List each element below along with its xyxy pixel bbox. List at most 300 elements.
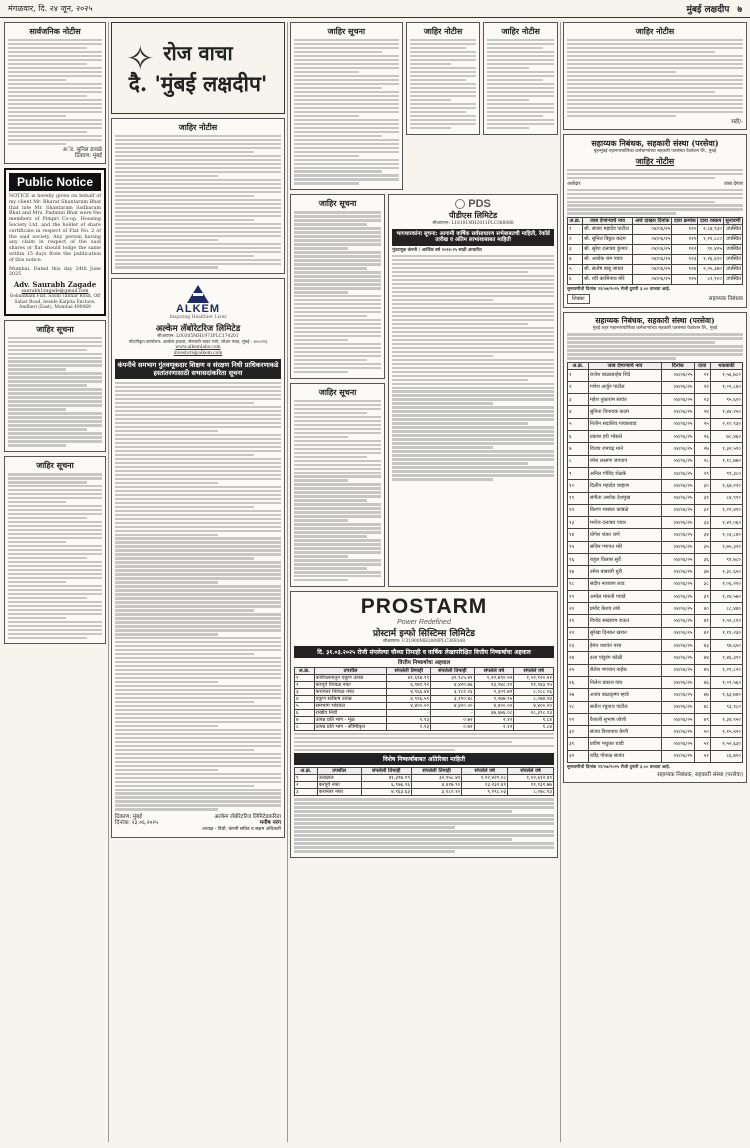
table-cell: ४,९२६.५९ [387, 696, 431, 703]
table-cell: विजय रामचंद्र माने [588, 443, 661, 455]
table-row [568, 455, 743, 467]
table-cell: ०४/०६/२५ [662, 566, 694, 578]
table-cell: ०४/०६/२५ [662, 652, 694, 664]
table-cell: १ [568, 224, 583, 234]
alkem-website[interactable]: www.alkemlabs.com [175, 345, 221, 351]
table-cell: ०४/०६/२५ [662, 664, 694, 676]
table-cell: ०४/०६/२५ [662, 504, 694, 516]
table-cell: १,३४,९५० [710, 713, 742, 725]
registrar-sub: बृहन्मुंबई महानगरपालिका कर्मचाऱ्यांच्या सहकारी पतसंस्था फेडरेशन लि., मुंबई [593, 148, 717, 154]
table-header-cell: सुनावणी [725, 217, 741, 224]
table-row [295, 682, 554, 689]
table-cell: १,२२,७९०.५२ [474, 675, 514, 682]
table-cell: ०४/०६/२५ [662, 394, 694, 406]
roj-line-2: दै. 'मुंबई लक्षदीप' [128, 70, 268, 96]
table-cell: राजेश बाळासाहेब शिंदे [588, 369, 661, 381]
table-cell: ०४/०६/२५ [662, 603, 694, 615]
table-cell: ४५ [694, 664, 710, 676]
table-cell: नितीन सदाशिव गायकवाड [588, 418, 661, 430]
table-cell: १३ [568, 517, 589, 529]
table-cell: करानंतर नफा [317, 789, 361, 796]
column-2 [111, 22, 285, 1142]
table-cell: २५ [568, 664, 589, 676]
table-cell: ०४/०६/२५ [662, 713, 694, 725]
table-cell: ०४/०६/२५ [662, 615, 694, 627]
table-cell: ३,१९०.४८ [431, 696, 475, 703]
table-header-cell: जाब देणाऱ्याचे नाव [582, 217, 632, 224]
alkem-wordmark: ALKEM [175, 303, 221, 316]
table-row [568, 726, 743, 738]
table-cell: ६,९७९.९२ [387, 682, 431, 689]
table-cell: १.१३ [387, 724, 431, 731]
table-cell: ४१,६९७.९९ [387, 675, 431, 682]
table-cell: ४,४००.०० [474, 703, 514, 710]
table-cell: ०४/०६/२५ [662, 689, 694, 701]
header-date: मंगळवार, दि. २४ जून, २०२५ [8, 4, 93, 13]
table-cell: २४ [694, 406, 710, 418]
jahir-notice-col2 [111, 118, 285, 274]
hearing-date: सुनावणीची दिनांक २१/०७/२०२५ रोजी दुपारी ३.०० वाजता आहे. [567, 286, 671, 292]
table-cell: ४४ [694, 652, 710, 664]
table-row [568, 504, 743, 516]
table-cell: उपस्थित [723, 234, 742, 244]
table-cell: ०.७२ [431, 724, 475, 731]
table-row [568, 418, 743, 430]
table-header-cell: अर्ज दाखल दिनांक [633, 217, 672, 224]
table-cell: ०.७२ [431, 717, 475, 724]
table-cell: ३४ [694, 529, 710, 541]
table-row [568, 541, 743, 553]
table-cell: ४,४२०.७६ [431, 682, 475, 689]
jahir-suchana-2 [4, 456, 106, 644]
table-cell: २० [568, 603, 589, 615]
table-cell: दिलीप महादेव चव्हाण [588, 480, 661, 492]
table-cell: ३० [568, 726, 589, 738]
pds-section: गुंतवणूक कंपनी / आर्थिक वर्ष २०२४-२५ साठी आधारित [392, 248, 482, 254]
alkem-address: नोंदणीकृत कार्यालय: अल्केम हाऊस, सेनापती बापट मार्ग, लोअर परळ, मुंबई - ४०००१३ [128, 339, 268, 345]
advocate-address: Gokuldham Flat, Saudi Tannar Road, Off Sahar Road, beside Kalpita Enclave, Andheri (East), Mumbai 400069 [9, 294, 101, 311]
table-cell: २४ [568, 652, 589, 664]
table-cell: २५ [694, 418, 710, 430]
table-cell: ९ [568, 467, 589, 479]
table-cell: प्रमोद केशव तांबे [588, 603, 661, 615]
table-cell: १,१२,८८० [698, 234, 724, 244]
table-cell: - [431, 710, 475, 717]
table-row [295, 789, 554, 796]
table-row [568, 406, 743, 418]
table-cell: १,५२,६३० [710, 738, 742, 750]
table-cell: ९९,३८० [710, 467, 742, 479]
table-cell: ९५,६०० [710, 394, 742, 406]
table-cell: ३३ [694, 517, 710, 529]
table-row [568, 701, 743, 713]
table-cell: उत्पन्न प्रति भाग - सौम्यिकृत [314, 724, 387, 731]
table-cell: १,४४,२५० [710, 406, 742, 418]
table-row [568, 738, 743, 750]
table-cell: ४६ [694, 676, 710, 688]
alkem-signatory-company: अल्केम लॅबोरेटरिज लिमिटेडकरिता [214, 813, 281, 820]
table-cell: २३ [568, 640, 589, 652]
table-cell: ९०,४२५ [698, 244, 724, 254]
table-row [295, 775, 554, 782]
table-header-cell: दावा क्रमांक [672, 217, 698, 224]
table-cell: करपूर्व नफा [317, 782, 361, 789]
table-cell: १.१३ [387, 717, 431, 724]
table-cell: ३७,६७६.०८ [474, 710, 514, 717]
table-cell: १२२ [672, 244, 698, 254]
table-header-cell: अ.क्र. [295, 768, 318, 775]
table-cell: १ [568, 369, 589, 381]
table-row [295, 782, 554, 789]
table-cell: ३,१८०.१० [411, 789, 461, 796]
table-header-cell: थकबाकी [710, 362, 742, 369]
table-cell: १.८४ [514, 724, 554, 731]
alkem-headline: कंपनीचे समभाग गुंतवणूकदार शिक्षण व संरक्षण निधी प्राधिकरणाकडे हस्तांतरणासाठी सभासदांकरिता सूचना [115, 359, 281, 379]
prostarm-notice [290, 591, 558, 858]
table-cell: ०४/०६/२५ [662, 640, 694, 652]
table-cell: ३२ [568, 750, 589, 762]
table-row [568, 492, 743, 504]
table-cell: ५ [295, 703, 315, 710]
table-row [295, 717, 554, 724]
table-header-cell: संपलेले वर्ष [462, 768, 508, 775]
table-header-cell: अ.क्र. [295, 668, 315, 675]
table-row [568, 640, 743, 652]
table-cell: ४,९६३.६३ [361, 789, 411, 796]
notice-title: जाहिर सूचना [36, 460, 74, 471]
table-cell: विनोद सखाराम राऊत [588, 615, 661, 627]
table-cell: ८,०८८.०६ [514, 689, 554, 696]
table-row [295, 696, 554, 703]
table-row [295, 710, 554, 717]
table-cell: १,३८,६५० [710, 566, 742, 578]
table-cell: २३ [694, 394, 710, 406]
table-row [568, 578, 743, 590]
table-row [568, 652, 743, 664]
notice-signature: अॅड. सुनिल ढावळे ठिकाण: मुंबई [62, 146, 102, 160]
table-cell: ०४/०६/२५ [662, 590, 694, 602]
jahir-suchana-1 [4, 320, 106, 453]
table-cell: शैलेश भगवान नाईक [588, 664, 661, 676]
table-cell: श्री. संतोष बाबू जाधव [582, 264, 632, 274]
public-notice-title: Public Notice [9, 173, 101, 191]
table-header-cell: संपलेली तिमाही [361, 768, 411, 775]
table-row [568, 615, 743, 627]
table-cell: २२ [568, 627, 589, 639]
alkem-footer [115, 814, 281, 834]
table-cell: प्रकाश हरी भोसले [588, 431, 661, 443]
alkem-signatory-name: मनीष नरंग [259, 820, 281, 827]
table-cell: समभाग भांडवल [314, 703, 387, 710]
table-cell: २२ [694, 381, 710, 393]
table-cell: ०४/०६/२५ [662, 750, 694, 762]
table-cell: श्री. सुरेश दत्तात्रय कुंभार [582, 244, 632, 254]
table-cell: १,०२,६१२.४९ [508, 775, 554, 782]
table-cell: १,२२,४२१.०८ [462, 775, 508, 782]
table-row [568, 689, 743, 701]
table-cell: ८२,९०० [698, 274, 724, 284]
table-row [568, 529, 743, 541]
table-cell: ५१ [694, 738, 710, 750]
table-cell: १,६३,७४० [710, 689, 742, 701]
registrar-signature-2: सहाय्यक निबंधक, सहकारी संस्था (परसेवा) [657, 772, 743, 779]
table-cell: ६ [568, 274, 583, 284]
table-cell: ४ [295, 696, 315, 703]
jahir-suchana-col3-3 [290, 383, 385, 587]
table-cell: ०४/०६/२५ [662, 701, 694, 713]
table-cell: ७८,४६० [710, 431, 742, 443]
table-cell: १२ [568, 504, 589, 516]
prostarm-tagline: Power Redefined [397, 619, 451, 627]
table-cell: १७ [568, 566, 589, 578]
table-cell: २,८४,९३० [698, 224, 724, 234]
table-cell: ४,४००.०० [514, 703, 554, 710]
table-cell: सतीश रघुनाथ पाटील [588, 701, 661, 713]
table-cell: ०४/०६/२५ [633, 274, 672, 284]
advocate-name: Adv. Saurabh Zagade [13, 280, 97, 290]
alkem-tagline: Inspiring Healthier Lives [169, 315, 227, 321]
table-cell: ७ [295, 717, 315, 724]
table-cell: मनोज दत्तात्रय पवार [588, 517, 661, 529]
prostarm-company: प्रोस्टार्म इन्फो सिस्टिम्स लिमिटेड [372, 629, 475, 640]
table-row [568, 394, 743, 406]
table-row [295, 689, 554, 696]
table-cell: ८४,९९० [710, 492, 742, 504]
prostarm-wordmark: PROSTARM [360, 595, 488, 619]
public-notice-marathi [4, 22, 106, 164]
table-cell: ४ [568, 254, 583, 264]
jahir-notice-col4 [563, 22, 747, 130]
prostarm-results-title: दि. ३१.०३.२०२५ रोजी संपलेल्या चौथ्या तिमाही व वार्षिक लेखापरिक्षित वित्तीय निष्कर्षाचा अहवाल [294, 646, 554, 658]
table-header-cell: संपलेली तिमाही [411, 768, 461, 775]
table-header-cell: तपशील [314, 668, 387, 675]
table-cell: ४७ [694, 689, 710, 701]
table-cell: १,४६,३९० [710, 652, 742, 664]
table-cell: १ [295, 775, 318, 782]
table-cell: १२५ [672, 274, 698, 284]
hearing-date-2: सुनावणीची दिनांक २१/०७/२०२५ रोजी दुपारी ३.०० वाजता आहे. [567, 765, 671, 771]
table-cell: ०४/०६/२५ [662, 406, 694, 418]
table-cell: ०४/०६/२५ [633, 254, 672, 264]
table-cell: कार्यचलनातून एकूण उत्पन्न [314, 675, 387, 682]
table-cell: उत्पन्न प्रति भाग - मूळ [314, 717, 387, 724]
table-header-cell: संपलेले वर्ष [514, 668, 554, 675]
table-cell: २६ [694, 431, 710, 443]
column-4 [563, 22, 747, 1142]
table-cell: १,०३,८४० [710, 529, 742, 541]
table-row [568, 713, 743, 725]
table-cell: ६ [295, 710, 315, 717]
table-cell: योगेश शंकर राणे [588, 529, 661, 541]
table-cell: ९,२७७.९५ [474, 696, 514, 703]
alkem-place: ठिकाण: मुंबई [115, 813, 142, 820]
table-row [568, 676, 743, 688]
notice-title: सार्वजनिक नोटीस [29, 26, 81, 36]
table-cell: किरण भास्कर कांबळे [588, 504, 661, 516]
table-cell: १२४ [672, 264, 698, 274]
column-1 [4, 22, 106, 1142]
pds-headline: भागधारकांना सूचना: आगामी वार्षिक सर्वसाधारण सभेबाबतची माहिती, रेकॉर्ड तारीख व अंतिम लाभांशाबाबत माहिती [392, 229, 554, 246]
table-cell: २,०५,३७० [698, 264, 724, 274]
table-cell: १,२२,४१० [710, 504, 742, 516]
table-header-cell: संपलेली तिमाही [431, 668, 475, 675]
alkem-email[interactable]: investors@alkem.com [173, 350, 223, 356]
table-row [295, 675, 554, 682]
table-cell: ०४/०६/२५ [662, 480, 694, 492]
table-cell: २.१२ [474, 717, 514, 724]
table-cell: १,२६,६१० [698, 254, 724, 264]
table-cell: दत्ता पांडुरंग कोळी [588, 652, 661, 664]
table-cell: २ [295, 782, 318, 789]
table-cell: उपस्थित [723, 224, 742, 234]
notice-title: जाहिर सूचना [318, 198, 357, 209]
table-cell: करानंतर निव्वळ नफा [314, 689, 387, 696]
table-cell: १,६७,२२० [710, 480, 742, 492]
table-row [568, 369, 743, 381]
table-cell: १० [568, 480, 589, 492]
table-cell: ३ [568, 244, 583, 254]
pds-cin: सीआयएन: L18101MH2011PLC388088 [432, 221, 514, 227]
table-cell: सचिन गणपत मोरे [588, 541, 661, 553]
table-cell: उमेश बाबाजी धुरी [588, 566, 661, 578]
table-cell: २६ [568, 676, 589, 688]
table-cell: ०४/०६/२५ [662, 381, 694, 393]
table-cell: गणेश अर्जुन पाटील [588, 381, 661, 393]
table-cell: १,१८,७७० [710, 455, 742, 467]
table-cell: १२१ [672, 234, 698, 244]
table-row [568, 603, 743, 615]
table-cell: १,७५,३२० [710, 541, 742, 553]
roj-line-1: रोज वाचा [163, 40, 233, 65]
table-cell: ०४/०६/२५ [662, 578, 694, 590]
table-cell: १,२४,५७० [710, 590, 742, 602]
registrar-table-1 [567, 217, 743, 285]
table-cell: ३९ [694, 590, 710, 602]
table-row [295, 703, 554, 710]
table-cell: १ [295, 675, 315, 682]
table-cell: ४,९६६.४४ [387, 689, 431, 696]
prostarm-table-title: वित्तीय निष्कर्षाचा अहवाल [397, 660, 451, 667]
table-cell: ८८,४४० [710, 603, 742, 615]
table-cell: १९ [568, 590, 589, 602]
table-cell: १२३ [672, 254, 698, 264]
table-row [568, 566, 743, 578]
table-cell: २१ [694, 369, 710, 381]
table-cell: वैशाली सुभाष जोशी [588, 713, 661, 725]
table-cell: १,०९,८४० [710, 381, 742, 393]
table-cell: ८,०७८.९३ [508, 789, 554, 796]
table-cell: ०४/०६/२५ [662, 627, 694, 639]
registrar-table-2 [567, 362, 743, 764]
table-cell: १,४९,०६० [710, 517, 742, 529]
table-cell: ५ [568, 264, 583, 274]
prostarm-results-table [294, 667, 554, 731]
table-header-cell: तपशील [317, 768, 361, 775]
table-header-cell: अ.क्र. [569, 217, 581, 224]
table-cell: १,०२,९२०.५१ [514, 675, 554, 682]
table-row [568, 431, 743, 443]
table-cell: ३ [295, 789, 318, 796]
pds-notice [388, 194, 558, 587]
roj-vacha-banner [111, 22, 285, 114]
table-cell: ३२,९८५.४१ [431, 675, 475, 682]
table-cell: १२० [672, 224, 698, 234]
table-row [568, 750, 743, 762]
table-cell: १,५६,७८० [710, 369, 742, 381]
table-cell: निलेश प्रकाश वाघ [588, 676, 661, 688]
table-cell: ८६,७१० [710, 750, 742, 762]
table-row [568, 554, 743, 566]
table-cell: ३६ [694, 554, 710, 566]
table-cell: महेश तुकाराम सावंत [588, 394, 661, 406]
public-notice-english [4, 168, 106, 316]
table-cell: ९,३०९.७९ [474, 689, 514, 696]
table-cell: संजय विश्वनाथ केणी [588, 726, 661, 738]
table-cell: ३ [568, 394, 589, 406]
advocate-email[interactable]: saurabh1zagade@gmail.com [21, 289, 89, 295]
prostarm-logo [294, 595, 554, 626]
table-cell: १,५९,८१० [710, 615, 742, 627]
table-cell: ४,४००.०० [387, 703, 431, 710]
table-cell: २१ [568, 615, 589, 627]
table-cell: १३,२३२.४१ [462, 782, 508, 789]
registrar-header-2: सहाय्यक निबंधक, सहकारी संस्था (परसेवा) [595, 316, 715, 326]
table-cell: श्री. अशोक राम पवार [582, 254, 632, 264]
table-cell: ०४/०६/२५ [662, 369, 694, 381]
table-cell: ०४/०६/२५ [662, 467, 694, 479]
table-cell: ४१,३९७.९९ [361, 775, 411, 782]
table-row [568, 480, 743, 492]
pds-logo: PDS [392, 198, 554, 210]
prostarm-cin: सीआयएन: U31900MH2008PLC368348 [382, 639, 466, 645]
table-row [568, 664, 743, 676]
table-cell: करपूर्व निव्वळ नफा [314, 682, 387, 689]
table-cell: १६ [568, 554, 589, 566]
table-row [568, 590, 743, 602]
registrar-signature: सहाय्यक निबंधक [708, 295, 743, 302]
notice-title: जाहिर नोटीस [501, 26, 540, 36]
table-cell: ९३,१८० [710, 701, 742, 713]
notice-title: जाहिर नोटीस [635, 156, 675, 166]
table-header-cell: दावा रक्कम [698, 217, 724, 224]
table-cell: ५० [694, 726, 710, 738]
table-row [568, 517, 743, 529]
table-cell: अमोल मारुती गावडे [588, 590, 661, 602]
table-cell: ०४/०६/२५ [662, 529, 694, 541]
alkem-company: अल्केम लॅबोरेटरिज लिमिटेड [155, 324, 241, 335]
table-row [295, 724, 554, 731]
table-cell: २७ [568, 689, 589, 701]
table-cell: ४१ [694, 615, 710, 627]
table-header-cell: दिनांक [662, 362, 694, 369]
jahir-notice-col3-2 [406, 22, 481, 135]
table-cell: ४९ [694, 713, 710, 725]
pds-circle-icon [455, 199, 465, 209]
alkem-signatory-role: अध्यक्ष - विधी, कंपनी सचिव व सक्षम अधिकारी [202, 827, 281, 832]
table-cell: ३ [295, 689, 315, 696]
notice-title: जाहिर सूचना [36, 323, 74, 334]
column-3 [290, 22, 558, 1142]
table-cell: ३१ [694, 492, 710, 504]
table-cell: ०४/०६/२५ [662, 517, 694, 529]
notice-title: जाहिर नोटीस [178, 122, 218, 132]
table-cell: ०४/०६/२५ [662, 554, 694, 566]
jahir-suchana-col3-2 [290, 194, 385, 378]
table-row [568, 627, 743, 639]
table-row [568, 234, 743, 244]
table-cell: २९ [568, 713, 589, 725]
table-cell: ०४/०६/२५ [662, 726, 694, 738]
